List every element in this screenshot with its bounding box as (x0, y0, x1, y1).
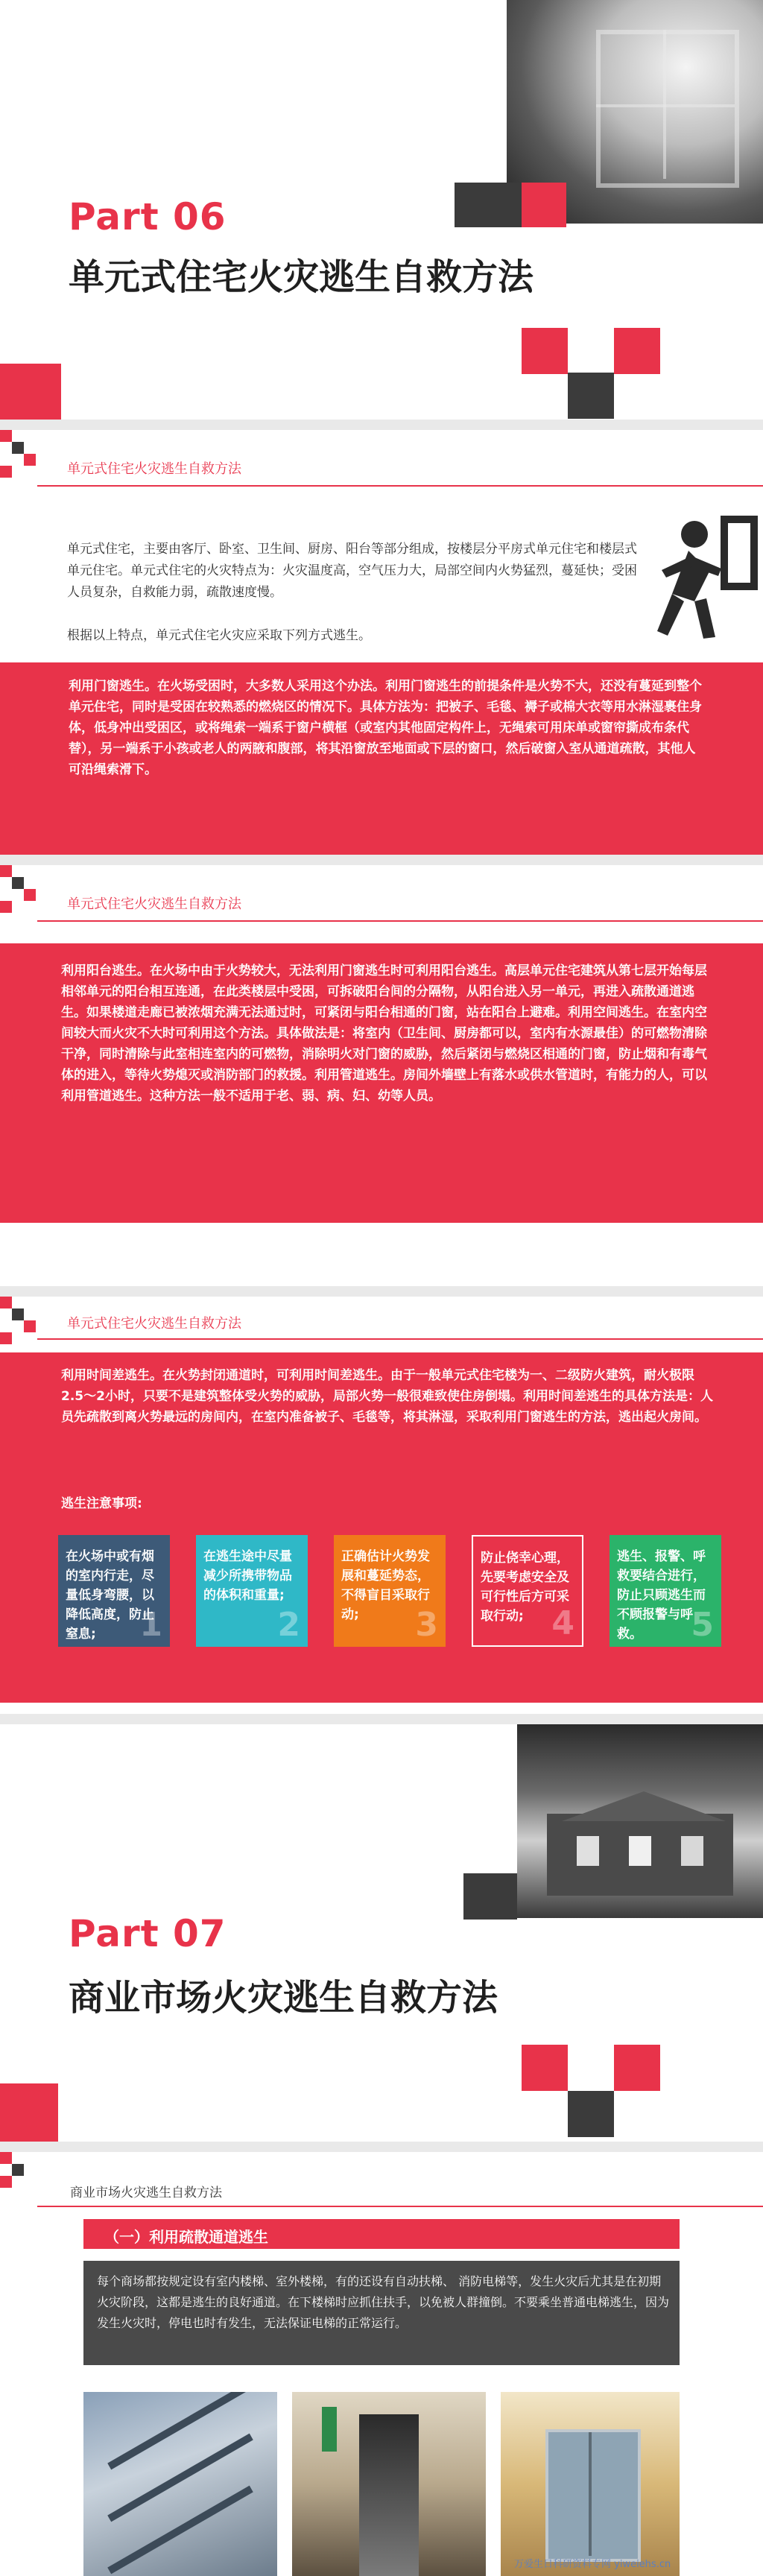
decor-square (24, 1320, 36, 1332)
slide-separator (0, 2142, 763, 2152)
section-header: 商业市场火灾逃生自救方法 (70, 2186, 222, 2200)
decor-square (0, 364, 61, 420)
tip-card (196, 1535, 308, 1647)
escalator-photo (292, 2392, 486, 2576)
decor-square (12, 877, 24, 889)
slide-unit-housing-2 (0, 865, 763, 1286)
method-text: 利用阳台逃生。在火场中由于火势较大，无法利用门窗逃生时可利用阳台逃生。高层单元住宅建筑从第七层开始每层相邻单元的阳台相互连通，在此类楼层中受困，可拆破阳台间的分隔物，从阳台进入另一单元，再进入疏散通道逃生。如果楼道走廊已被浓烟充满无法通过时，可紧闭与阳台相通的门窗，站在阳台上避难。利用空间逃生。在室内空间较大而火灾不大时可利用这个方法。具体做法是：将室内（卫生间、厨房都可以，室内有水源最佳）的可燃物清除干净，同时清除与此室相连室内的可燃物，消除明火对门窗的威胁，然后紧闭与燃烧区相通的门窗，防止烟和有毒气体的进入，等待火势熄灭或消防部门的救援。利用管道逃生。房间外墙壁上有落水或供水管道时，有能力的人，可以利用管道逃生。这种方法一般不适用于老、弱、病、妇、幼等人员。 (61, 963, 707, 1104)
slide-separator (0, 420, 763, 430)
decor-square (12, 2164, 24, 2176)
subtitle-text: （一）利用疏散通道逃生 (104, 2228, 268, 2246)
decor-square (12, 1308, 24, 1320)
intro-text-2: 根据以上特点，单元式住宅火灾应采取下列方式逃生。 (67, 628, 371, 643)
burning-house-photo (517, 1724, 763, 1918)
method-text: 利用门窗逃生。在火场受困时，大多数人采用这个办法。利用门窗逃生的前提条件是火势不大，还没有蔓延到整个单元住宅，同时是受困在较熟悉的燃烧区的情况下。具体方法为：把被子、毛毯、褥子或棉大衣等用水淋湿裹住身体，低身冲出受困区，或将绳索一端系于窗户横框（或室内其他固定构件上，无绳索可用床单或窗帘撕成布条代替），另一端系于小孩或老人的两腋和腹部，将其沿窗放至地面或下层的窗口，然后破窗入室从通道疏散，其他人可沿绳索滑下。 (69, 679, 702, 777)
decor-square (0, 2152, 12, 2164)
slide-part06-cover (0, 0, 763, 420)
slide-part07-cover (0, 1724, 763, 2142)
elevator-photo (501, 2392, 680, 2576)
part-label: Part 07 (69, 1912, 227, 1955)
header-rule (37, 920, 763, 922)
tips-row (58, 1535, 744, 1647)
slide-commercial-1 (0, 2152, 763, 2576)
decor-square (522, 2045, 568, 2091)
decor-square (463, 1873, 517, 1920)
slide-separator (0, 855, 763, 865)
decor-square (568, 2091, 614, 2137)
tip-card (610, 1535, 721, 1647)
tip-number: 2 (277, 1606, 300, 1644)
decor-square (0, 2083, 58, 2142)
decor-square (522, 328, 568, 374)
decor-square (614, 328, 660, 374)
decor-square (455, 183, 522, 227)
method-text: 利用时间差逃生。在火势封闭通道时，可利用时间差逃生。由于一般单元式住宅楼为一、二级防火建筑，耐火极限2.5～2小时，只要不是建筑整体受火势的威胁，局部火势一般很难致使住房倒塌。利用时间差逃生的具体方法是：人员先疏散到离火势最远的房间内，在室内准备被子、毛毯等，将其淋湿，采取利用门窗逃生的方法，逃出起火房间。 (61, 1368, 713, 1425)
decor-square (522, 183, 566, 227)
tip-card (334, 1535, 446, 1647)
tip-card (58, 1535, 170, 1647)
decor-square (0, 1297, 12, 1308)
decor-square (614, 2045, 660, 2091)
section-header: 单元式住宅火灾逃生自救方法 (67, 1316, 241, 1332)
decor-square (0, 466, 12, 478)
decor-square (0, 1332, 12, 1344)
tip-number: 4 (551, 1604, 574, 1642)
stairwell-photo (83, 2392, 277, 2576)
part-title: 单元式住宅火灾逃生自救方法 (69, 256, 534, 298)
decor-square (0, 430, 12, 442)
tip-text: 在逃生途中尽量减少所携带物品的体积和重量; (203, 1549, 292, 1603)
tip-text: 防止侥幸心理，先要考虑安全及可行性后方可采取行动; (481, 1551, 569, 1624)
tip-text: 逃生、报警、呼救要结合进行，防止只顾逃生而不顾报警与呼救。 (617, 1549, 706, 1642)
header-rule (37, 2206, 763, 2207)
watermark: 万爱生日科研资料专网 yiweiehs.cn (514, 2559, 671, 2570)
tip-number: 5 (691, 1606, 714, 1644)
part-label: Part 06 (69, 195, 227, 238)
tip-card (472, 1535, 583, 1647)
slide-separator (0, 1286, 763, 1297)
intro-text: 单元式住宅，主要由客厅、卧室、卫生间、厨房、阳台等部分组成，按楼层分平房式单元住宅和楼层式单元住宅。单元式住宅的火灾特点为：火灾温度高，空气压力大，局部空间内火势猛烈，蔓延快；受困人员复杂，自救能力弱，疏散速度慢。 (67, 542, 637, 600)
header-rule (37, 1338, 763, 1340)
header-rule (37, 485, 763, 487)
tip-text: 正确估计火势发展和蔓延势态，不得盲目采取行动; (341, 1549, 430, 1622)
tip-text: 在火场中或有烟的室内行走，尽量低身弯腰，以降低高度，防止窒息; (66, 1549, 154, 1642)
decor-square (24, 889, 36, 901)
decor-square (0, 2176, 12, 2188)
section-header: 单元式住宅火灾逃生自救方法 (67, 461, 241, 477)
body-text: 每个商场都按规定设有室内楼梯、室外楼梯，有的还设有自动扶梯、 消防电梯等，发生火灾后尤其是在初期火灾阶段，这都是逃生的良好通道。在下楼梯时应抓住扶手，以免被人群撞倒。不要乘坐普通电梯逃生，因为发生火灾时，停电也时有发生，无法保证电梯的正常运行。 (97, 2274, 670, 2330)
section-header: 单元式住宅火灾逃生自救方法 (67, 896, 241, 912)
notes-title: 逃生注意事项: (61, 1496, 142, 1511)
slide-separator (0, 1714, 763, 1724)
running-man-icon (650, 512, 762, 654)
slide-unit-housing-1 (0, 430, 763, 855)
decor-square (0, 865, 12, 877)
tip-number: 1 (139, 1606, 162, 1644)
part-title: 商业市场火灾逃生自救方法 (69, 1977, 498, 2019)
tip-number: 3 (415, 1606, 438, 1644)
decor-square (24, 454, 36, 466)
decor-square (0, 901, 12, 913)
decor-square (12, 442, 24, 454)
slide-unit-housing-3 (0, 1297, 763, 1714)
decor-square (568, 373, 614, 419)
